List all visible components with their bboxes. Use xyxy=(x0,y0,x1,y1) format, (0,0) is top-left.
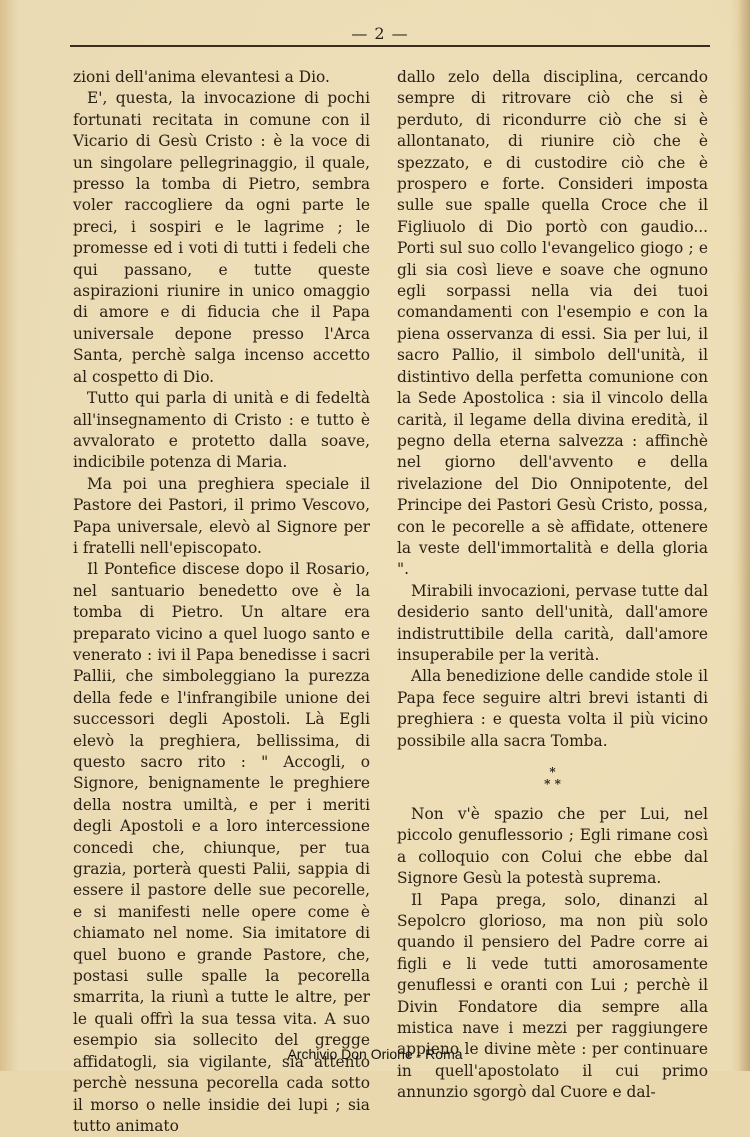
page-edge-shadow xyxy=(738,0,750,1071)
paragraph: dallo zelo della disciplina, cercando sempre di ritrovare ciò che si è perduto, di ricondurre ciò che si è allontanato, di riunire ciò che è spezzato, e di custodire ciò che è prospero e forte. Consideri imposta sulle sue spalle quella Croce che il Figliuolo di Dio portò con gaudio... Porti sul suo collo l'evangelico giogo ; e gli sia così lieve e soave che ognuno egli sorpassi nella via dei tuoi comandamenti con l'esempio e con la piena osservanza di essi. Sia per lui, il sacro Pallio, il simbolo dell'unità, il distintivo della perfetta comunione con la Sede Apostolica : sia il vincolo della carità, il legame della divina eredità, il pegno della eterna salvezza : affinchè nel giorno dell'avvento e della rivelazione del Dio Onnipotente, del Principe dei Pastori Gesù Cristo, possa, con le pecorelle a sè affidate, ottenere la veste dell'immortalità e della gloria ". xyxy=(397,68,708,579)
paragraph: E', questa, la invocazione di pochi fortunati recitata in comune con il Vicario di Gesù Cristo : è la voce di un singolare pellegrinaggio, il quale, presso la tomba di Pietro, sembra voler raccogliere da ogni parte le preci, i sospiri e le lagrime ; le promesse ed i voti di tutti i fedeli che qui passano, e tutte queste aspirazioni riunire in unico omaggio di amore e di fiducia che il Papa universale depone presso l'Arca Santa, perchè salga incenso accetto al cospetto di Dio. xyxy=(73,89,370,386)
paragraph: Il Pontefice discese dopo il Rosario, nel santuario benedetto ove è la tomba di Pietro. Un altare era preparato vicino a quel luogo santo e venerato : ivi il Papa benedisse i sacri Pallii, che simboleggiano la purezza della fede e l'infrangibile unione dei successori degli Apostoli. Là Egli elevò la preghiera, bellissima, di questo sacro rito : " Accogli, o Signore, benignamente le preghiere della nostra umiltà, e per i meriti degli Apostoli e a loro intercessione concedi che, chiunque, per tua grazia, porterà questi Palii, sappia di essere il pastore delle sue pecorelle, e si manifesti nelle opere come è chiamato nel nome. Sia imitatore di quel buono e grande Pastore, che, postasi sulle spalle la pecorella smarrita, la riunì a tutte le altre, per le quali offrì la sua tessa vita. A suo esempio sia sollecito del gregge affidatogli, sia vigilante, sia attento perchè nessuna pecorella cada sotto il morso o nelle insidie dei lupi ; sia tutto animato xyxy=(73,560,370,1135)
paragraph: Tutto qui parla di unità e di fedeltà all'insegnamento di Cristo : e tutto è avvalorato e protetto dalla soave, indicibile potenza di Maria. xyxy=(73,389,370,472)
section-separator xyxy=(397,766,708,790)
right-column xyxy=(397,67,708,1104)
separator-bottom: * * xyxy=(544,777,561,791)
paragraph: Il Papa prega, solo, dinanzi al Sepolcro glorioso, ma non più solo quando il pensiero del Padre corre ai figli e li vede tutti amorosamente genuflessi e oranti con Lui ; perchè il Divin Fondatore dia sempre alla mistica nave i mezzi per raggiungere appieno le divine mète : per continuare in quell'apostolato il cui primo annunzio sgorgò dal Cuore e dal- xyxy=(397,890,708,1102)
left-column xyxy=(73,67,370,1137)
separator-top: * xyxy=(549,765,556,779)
paragraph: zioni dell'anima elevantesi a Dio. xyxy=(73,68,330,86)
paragraph: Mirabili invocazioni, pervase tutte dal desiderio santo dell'unità, dall'amore indistruttibile della carità, dall'amore insuperabile per la verità. xyxy=(397,581,708,664)
page-number: — 2 — xyxy=(351,24,409,43)
header-rule xyxy=(70,45,710,47)
paragraph: Non v'è spazio che per Lui, nel piccolo genuflessorio ; Egli rimane così a colloquio con Colui che ebbe dal Signore Gesù la potestà suprema. xyxy=(397,805,708,888)
paragraph: Ma poi una preghiera speciale il Pastore dei Pastori, il primo Vescovo, Papa universale, elevò al Signore per i fratelli nell'episcopato. xyxy=(73,474,370,557)
paragraph: Alla benedizione delle candide stole il Papa fece seguire altri brevi istanti di preghiera : e questa volta il più vicino possibile alla sacra Tomba. xyxy=(397,667,708,750)
archive-footer: Archivio Don Orione - Roma xyxy=(287,1046,463,1062)
